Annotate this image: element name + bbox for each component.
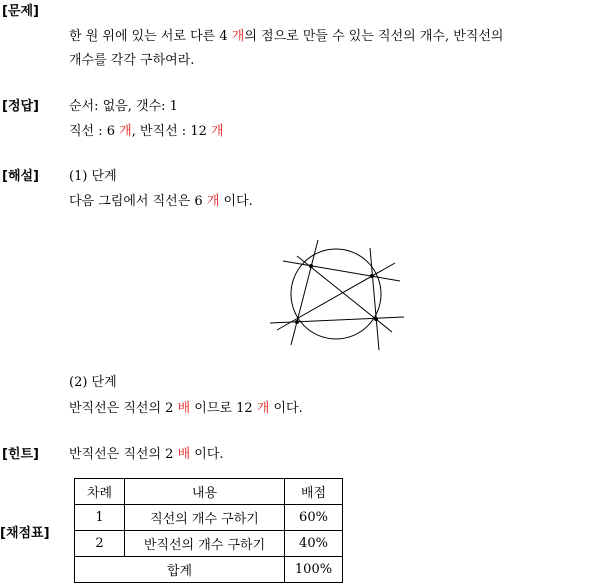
point-d (374, 317, 378, 321)
row-score: 60% (285, 505, 343, 531)
line-bd (370, 248, 379, 350)
header-order: 차례 (75, 479, 125, 505)
row-order: 2 (75, 531, 125, 557)
point-a (309, 264, 313, 268)
hint-text-c: 이다. (190, 447, 224, 462)
row-content: 직선의 개수 구하기 (125, 505, 285, 531)
line-ac (291, 240, 318, 345)
problem-line2: 개수를 각각 구하여라. (69, 53, 195, 68)
line-ab (283, 261, 400, 281)
line-cd (270, 317, 404, 323)
step2-highlight: 배 (177, 401, 191, 416)
answer-line2 (69, 120, 224, 139)
total-label: 합계 (75, 557, 285, 583)
problem-line1-c: 의 점으로 만들 수 있는 직선의 개수, 반직선의 (244, 29, 504, 44)
problem-line1 (69, 25, 503, 44)
step2-text (69, 397, 303, 416)
step1-text (69, 190, 253, 209)
problem-line1-highlight: 개 (231, 29, 245, 44)
row-score: 40% (285, 531, 343, 557)
step1-highlight: 개 (206, 194, 220, 209)
table-header-row (75, 479, 343, 505)
header-content: 내용 (125, 479, 285, 505)
table-row (75, 505, 343, 531)
answer-label: [정답] (2, 99, 39, 114)
problem-line1-a: 한 원 위에 있는 서로 다른 4 (69, 29, 232, 44)
step1-title: (1) 단계 (69, 169, 117, 184)
answer-unit-highlight: 개 (119, 124, 132, 139)
step1-text-a: 다음 그림에서 직선은 6 (69, 194, 207, 209)
header-score: 배점 (285, 479, 343, 505)
step2-text-e: 이다. (269, 401, 303, 416)
row-order: 1 (75, 505, 125, 531)
row-content: 반직선의 개수 구하기 (125, 531, 285, 557)
table-total-row (75, 557, 343, 583)
table-row (75, 531, 343, 557)
step2-title: (2) 단계 (69, 375, 117, 390)
answer-unit-highlight: 개 (211, 124, 224, 139)
scoring-table (74, 478, 343, 583)
hint-text (69, 443, 224, 462)
problem-label: [문제] (2, 4, 39, 19)
hint-label: [힌트] (2, 447, 39, 462)
point-b (370, 274, 374, 278)
scoring-label: [채점표] (0, 526, 50, 541)
answer-line-text: 직선 : 6 (69, 124, 120, 139)
answer-line1: 순서: 없음, 갯수: 1 (69, 99, 178, 114)
step2-highlight: 개 (256, 401, 270, 416)
total-score: 100% (285, 557, 343, 583)
hint-text-a: 반직선은 직선의 2 (69, 447, 178, 462)
answer-line-text: , 반직선 : 12 (131, 124, 211, 139)
step2-text-a: 반직선은 직선의 2 (69, 401, 178, 416)
step2-text-c: 이므로 12 (190, 401, 257, 416)
point-c (295, 320, 299, 324)
hint-highlight: 배 (177, 447, 191, 462)
explanation-label: [해설] (2, 169, 39, 184)
step1-text-c: 이다. (219, 194, 253, 209)
circle-lines-diagram (262, 232, 412, 352)
